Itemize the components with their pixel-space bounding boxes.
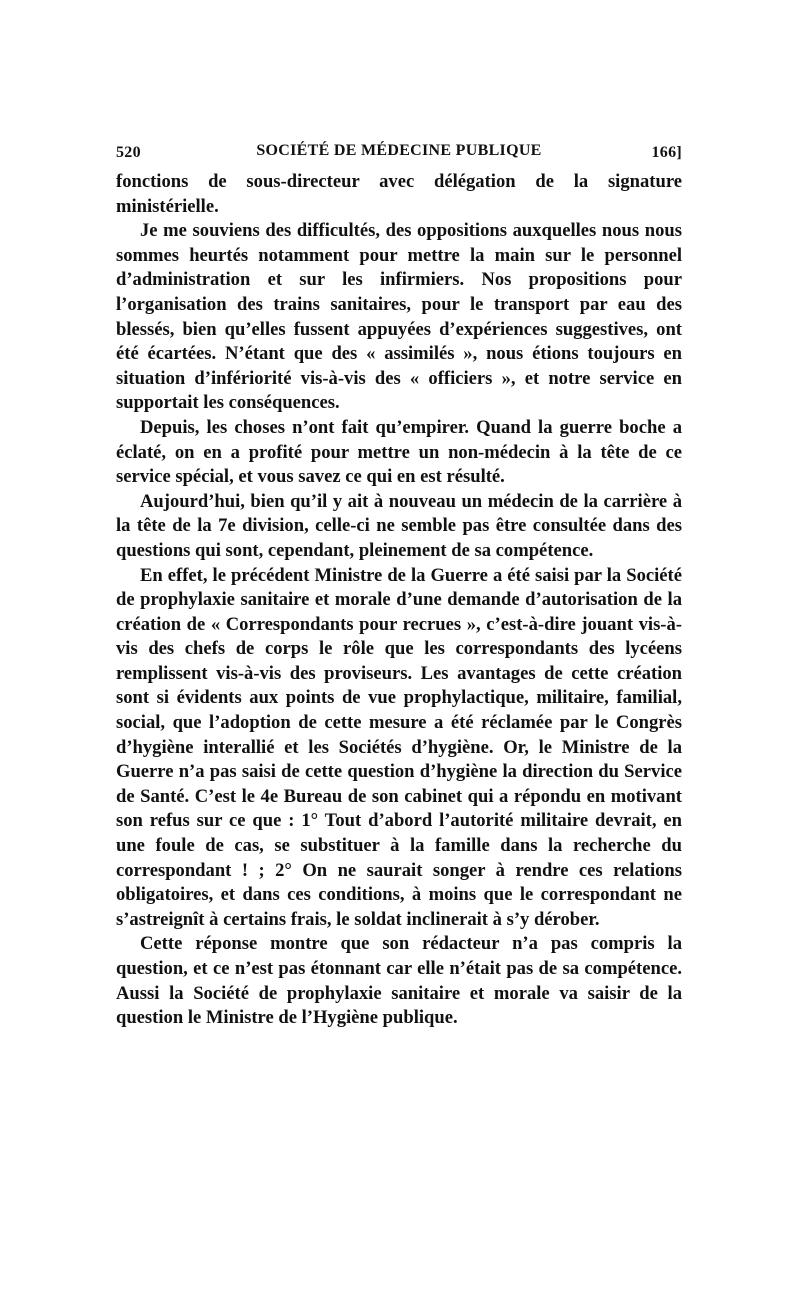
paragraph: En effet, le précédent Ministre de la Guerre a été saisi par la Société de prophylaxie sanitaire et morale d’une demande d’autorisation de la création de « Correspondants pour recrues », c’est-à-dire jouant vis-à-vis des chefs de corps le rôle que les correspondants des lycéens remplissent vis-à-vis des proviseurs. Les avantages de cette création sont si évidents aux points de vue prophylactique, militaire, familial, social, que l’adoption de cette mesure a été réclamée par le Congrès d’hygiène interallié et les Sociétés d’hygiène. Or, le Ministre de la Guerre n’a pas saisi de cette question d’hygiène la direction du Service de Santé. C’est le 4e Bureau de son cabinet qui a répondu en motivant son refus sur ce que : 1° Tout d’abord l’autorité militaire devrait, en une foule de cas, se substituer à la famille dans la recherche du correspondant ! ; 2° On ne saurait songer à rendre ces relations obligatoires, et dans ces conditions, à moins que le correspondant ne s’astreignît à certains frais, le soldat inclinerait à s’y dérober.	[116, 564, 682, 930]
page-number: 520	[116, 144, 141, 161]
running-title: SOCIÉTÉ DE MÉDECINE PUBLIQUE	[256, 142, 542, 159]
paragraph: Depuis, les choses n’ont fait qu’empirer. Quand la guerre boche a éclaté, on en a profité pour mettre un non-médecin à la tête de ce service spécial, et vous savez ce qui en est résulté.	[116, 416, 682, 488]
body-text	[116, 170, 682, 1031]
running-header	[116, 140, 682, 164]
paragraph-continuation: fonctions de sous-directeur avec délégation de la signature ministérielle.	[116, 171, 682, 217]
paragraph: Aujourd’hui, bien qu’il y ait à nouveau un médecin de la carrière à la tête de la 7e division, celle-ci ne semble pas être consultée dans des questions qui sont, cependant, pleinement de sa compétence.	[116, 490, 682, 561]
paragraph: Cette réponse montre que son rédacteur n’a pas compris la question, et ce n’est pas étonnant car elle n’était pas de sa compétence. Aussi la Société de prophylaxie sanitaire et morale va saisir de la question le Ministre de l’Hygiène publique.	[116, 933, 682, 1029]
paragraph: Je me souviens des difficultés, des oppositions auxquelles nous nous sommes heurtés notamment pour mettre la main sur le personnel d’administration et sur les infirmiers. Nos propositions pour l’organisation des trains sanitaires, pour le transport par eau des blessés, bien qu’elles fussent appuyées d’expériences suggestives, ont été écartées. N’étant que des « assimilés », nous étions toujours en situation d’infériorité vis-à-vis des « officiers », et notre service en supportait les conséquences.	[116, 220, 682, 414]
section-number: 166]	[651, 144, 682, 161]
book-page	[116, 140, 682, 1031]
